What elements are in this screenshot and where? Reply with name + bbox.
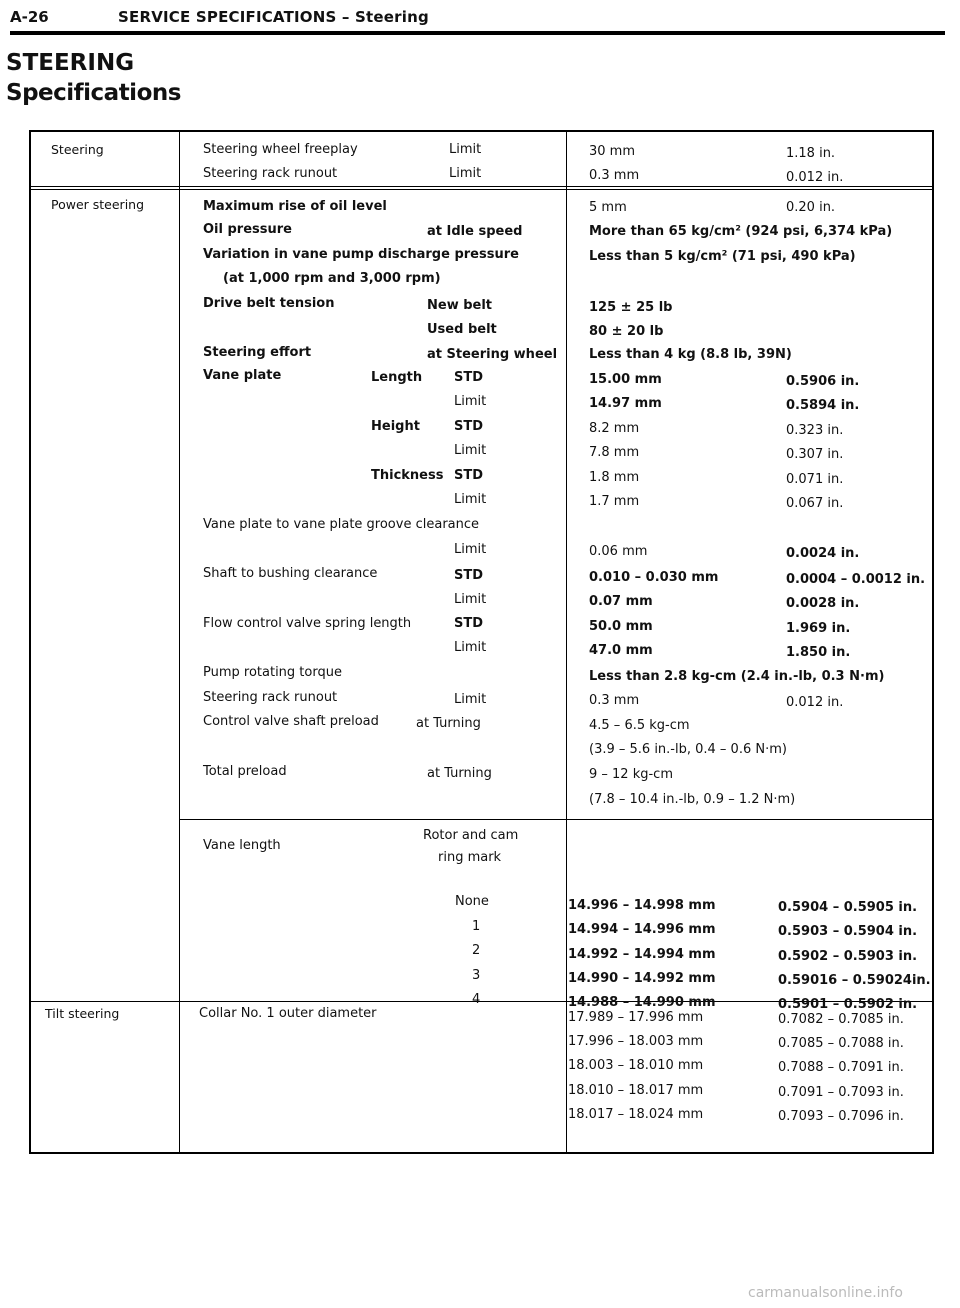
imperial-value: 0.7093 – 0.7096 in.	[778, 1109, 904, 1124]
metric-value: 17.989 – 17.996 mm	[568, 1010, 704, 1025]
column-header: Rotor and cam	[423, 828, 519, 843]
metric-value: 18.010 – 18.017 mm	[568, 1083, 704, 1098]
spec-value: (7.8 – 10.4 in.-lb, 0.9 – 1.2 N·m)	[589, 792, 796, 807]
item-label: Flow control valve spring length	[203, 616, 412, 631]
condition-label: Limit	[454, 542, 487, 557]
imperial-value: 1.969 in.	[786, 621, 851, 636]
condition-label: STD	[454, 616, 484, 631]
spec-value: Less than 5 kg/cm² (71 psi, 490 kPa)	[589, 249, 856, 264]
spec-value: 125 ± 25 lb	[589, 300, 673, 315]
item-label: Steering rack runout	[203, 166, 338, 181]
metric-value: 1.8 mm	[589, 470, 640, 485]
condition-label: STD	[454, 370, 484, 385]
metric-value: 5 mm	[589, 200, 627, 215]
imperial-value: 1.18 in.	[786, 146, 836, 161]
item-label: Steering rack runout	[203, 690, 338, 705]
rotor-mark: 2	[472, 943, 481, 958]
category-tilt-steering: Tilt steering	[45, 1006, 120, 1021]
metric-value: 30 mm	[589, 144, 636, 159]
metric-value: 18.017 – 18.024 mm	[568, 1107, 704, 1122]
rotor-mark: 1	[472, 919, 481, 934]
row-divider	[31, 189, 932, 190]
imperial-value: 0.067 in.	[786, 496, 844, 511]
imperial-value: 0.5901 – 0.5902 in.	[778, 997, 918, 1012]
column-header: ring mark	[438, 850, 502, 865]
item-label: Oil pressure	[203, 222, 292, 237]
imperial-value: 0.5906 in.	[786, 374, 860, 389]
condition-label: Limit	[449, 142, 482, 157]
item-sublabel: (at 1,000 rpm and 3,000 rpm)	[223, 271, 441, 286]
imperial-value: 0.7088 – 0.7091 in.	[778, 1060, 904, 1075]
condition-label: Limit	[454, 394, 487, 409]
item-label: Control valve shaft preload	[203, 714, 379, 729]
metric-value: 14.97 mm	[589, 396, 662, 411]
imperial-value: 0.7085 – 0.7088 in.	[778, 1036, 904, 1051]
metric-value: 0.3 mm	[589, 168, 640, 183]
condition-label: Limit	[454, 592, 487, 607]
metric-value: 18.003 – 18.010 mm	[568, 1058, 704, 1073]
item-label: Steering wheel freeplay	[203, 142, 358, 157]
row-divider	[179, 819, 932, 820]
metric-value: 14.992 – 14.994 mm	[568, 947, 716, 962]
imperial-value: 0.5902 – 0.5903 in.	[778, 949, 918, 964]
imperial-value: 0.071 in.	[786, 472, 844, 487]
spec-value: 80 ± 20 lb	[589, 324, 664, 339]
metric-value: 14.994 – 14.996 mm	[568, 922, 716, 937]
condition-label: Limit	[454, 492, 487, 507]
metric-value: 0.010 – 0.030 mm	[589, 570, 719, 585]
rotor-mark: None	[455, 894, 489, 909]
imperial-value: 0.0004 – 0.0012 in.	[786, 572, 926, 587]
condition-label: STD	[454, 468, 484, 483]
item-label: Steering effort	[203, 345, 312, 360]
row-divider	[31, 186, 932, 187]
spec-value: Less than 2.8 kg-cm (2.4 in.-lb, 0.3 N·m)	[589, 669, 885, 684]
dimension-label: Thickness	[371, 468, 444, 483]
imperial-value: 0.7091 – 0.7093 in.	[778, 1085, 904, 1100]
imperial-value: 0.7082 – 0.7085 in.	[778, 1012, 904, 1027]
item-label: Vane plate	[203, 368, 282, 383]
item-label: Drive belt tension	[203, 296, 335, 311]
spec-value: More than 65 kg/cm² (924 psi, 6,374 kPa)	[589, 224, 893, 239]
item-label: Variation in vane pump discharge pressure	[203, 247, 519, 262]
item-label: Vane plate to vane plate groove clearance	[203, 517, 480, 532]
imperial-value: 0.5894 in.	[786, 398, 860, 413]
spec-value: 9 – 12 kg-cm	[589, 767, 673, 782]
page-number: A-26	[10, 8, 49, 26]
imperial-value: 0.323 in.	[786, 423, 844, 438]
metric-value: 14.988 – 14.990 mm	[568, 995, 716, 1010]
metric-value: 0.3 mm	[589, 693, 640, 708]
metric-value: 8.2 mm	[589, 421, 640, 436]
header-title: SERVICE SPECIFICATIONS – Steering	[118, 8, 429, 26]
condition-label: Limit	[454, 692, 487, 707]
imperial-value: 0.0028 in.	[786, 596, 860, 611]
imperial-value: 0.5904 – 0.5905 in.	[778, 900, 918, 915]
page-header	[10, 6, 945, 36]
category-steering: Steering	[51, 142, 104, 157]
imperial-value: 0.59016 – 0.59024in.	[778, 973, 931, 988]
imperial-value: 0.0024 in.	[786, 546, 860, 561]
imperial-value: 0.5903 – 0.5904 in.	[778, 924, 918, 939]
section-subtitle: Specifications	[6, 80, 181, 106]
item-label: Total preload	[203, 764, 287, 779]
metric-value: 17.996 – 18.003 mm	[568, 1034, 704, 1049]
item-label: Maximum rise of oil level	[203, 199, 387, 214]
spec-table	[29, 130, 934, 1154]
section-title: STEERING	[6, 50, 135, 76]
condition-label: STD	[454, 419, 484, 434]
metric-value: 15.00 mm	[589, 372, 662, 387]
spec-value: Less than 4 kg (8.8 lb, 39N)	[589, 347, 792, 362]
watermark: carmanualsonline.info	[748, 1285, 903, 1301]
condition-label: at Turning	[427, 766, 492, 781]
column-divider	[179, 132, 180, 1152]
condition-label: at Steering wheel	[427, 347, 558, 362]
metric-value: 47.0 mm	[589, 643, 653, 658]
condition-label: STD	[454, 568, 484, 583]
imperial-value: 1.850 in.	[786, 645, 851, 660]
imperial-value: 0.20 in.	[786, 200, 836, 215]
imperial-value: 0.012 in.	[786, 695, 844, 710]
spec-value: (3.9 – 5.6 in.-lb, 0.4 – 0.6 N·m)	[589, 742, 787, 757]
category-power-steering: Power steering	[51, 197, 145, 212]
metric-value: 14.996 – 14.998 mm	[568, 898, 716, 913]
metric-value: 0.06 mm	[589, 544, 648, 559]
rotor-mark: 4	[472, 992, 481, 1007]
condition-label: Limit	[454, 640, 487, 655]
column-divider	[566, 132, 567, 1152]
metric-value: 50.0 mm	[589, 619, 653, 634]
metric-value: 1.7 mm	[589, 494, 640, 509]
condition-label: Limit	[449, 166, 482, 181]
metric-value: 14.990 – 14.992 mm	[568, 971, 716, 986]
metric-value: 0.07 mm	[589, 594, 653, 609]
condition-label: at Idle speed	[427, 224, 523, 239]
dimension-label: Length	[371, 370, 423, 385]
item-label: Pump rotating torque	[203, 665, 342, 680]
rotor-mark: 3	[472, 968, 481, 983]
dimension-label: Height	[371, 419, 420, 434]
imperial-value: 0.307 in.	[786, 447, 844, 462]
condition-label: at Turning	[416, 716, 481, 731]
header-rule	[10, 31, 945, 35]
imperial-value: 0.012 in.	[786, 170, 844, 185]
condition-label: Limit	[454, 443, 487, 458]
item-label: Shaft to bushing clearance	[203, 566, 378, 581]
spec-value: 4.5 – 6.5 kg-cm	[589, 718, 690, 733]
item-label: Vane length	[203, 838, 281, 853]
item-label: Collar No. 1 outer diameter	[199, 1006, 377, 1021]
metric-value: 7.8 mm	[589, 445, 640, 460]
condition-label: Used belt	[427, 322, 497, 337]
condition-label: New belt	[427, 298, 493, 313]
